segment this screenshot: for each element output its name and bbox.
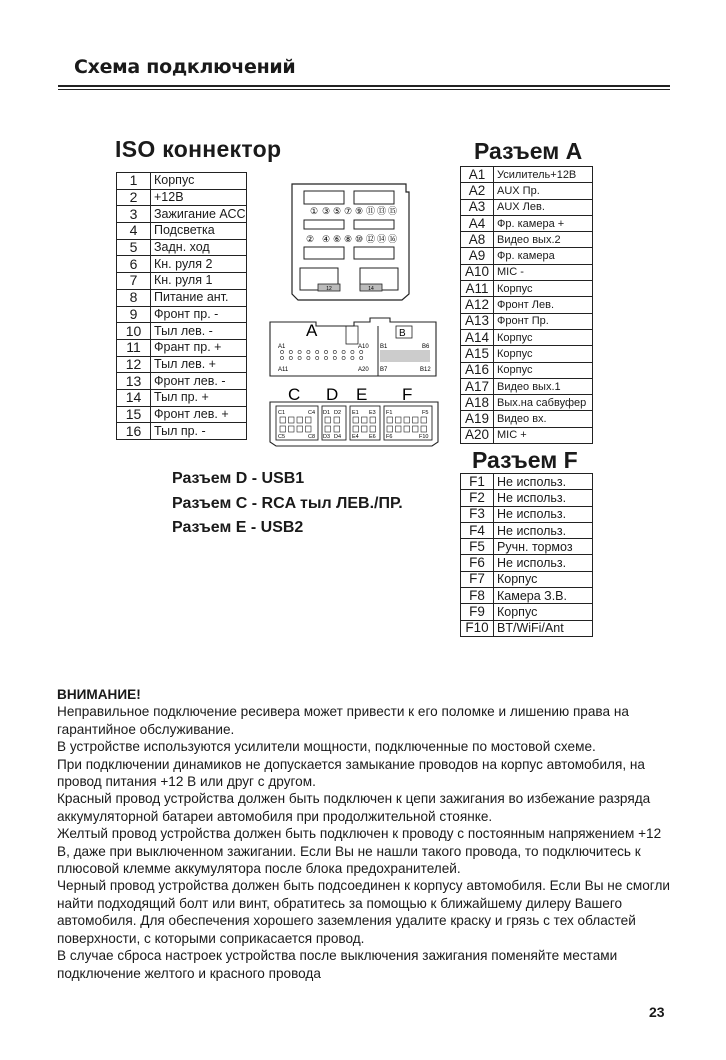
pin-number: A1: [461, 167, 494, 183]
pin-row: [461, 346, 593, 362]
page-number: 23: [649, 1004, 665, 1020]
iso-pin-1-marker: ①: [310, 206, 319, 216]
pin-function: Фронт Лев.: [494, 297, 593, 313]
pin-square: [306, 426, 312, 432]
pin-f1-label: F1: [386, 410, 393, 416]
iso-pin-2-marker: ②: [306, 234, 315, 244]
iso-pin-10-marker: ⑩: [355, 234, 364, 244]
pin-row: [461, 490, 593, 506]
pin-number: F4: [461, 522, 494, 538]
pin-function: Зажигание АСС: [151, 206, 247, 223]
pin-square: [289, 417, 295, 423]
warning-paragraph: В случае сброса настроек устройства после выключения зажигания поменяйте местами подключение желтого и красного провода: [57, 948, 618, 981]
pin-square: [297, 417, 303, 423]
pin-dot: [298, 356, 301, 359]
block-a-letter: A: [306, 321, 318, 340]
pin-number: F8: [461, 588, 494, 604]
pin-square: [334, 426, 340, 432]
pin-number: F2: [461, 490, 494, 506]
warning-paragraph: Черный провод устройства должен быть подсоединен к корпусу автомобиля. Если Вы не смогли найти подходящий болт или винт, обратитесь за помощью к ближайшему дилеру Вашего автомобиля. Для обеспечения хорошего заземления удалите краску и грязь с тех областей поверхности, с которыми соприкасается провод.: [57, 878, 670, 946]
connector-diagram: [266, 176, 446, 452]
block-f-letter: F: [402, 385, 413, 404]
pin-function: +12В: [151, 189, 247, 206]
pin-number: A16: [461, 362, 494, 378]
title-underline: [58, 85, 670, 87]
pin-function: Кн. руля 2: [151, 256, 247, 273]
pin-function: Фр. камера: [494, 248, 593, 264]
pin-function: Вых.на сабвуфер: [494, 395, 593, 411]
pin-function: BT/WiFi/Ant: [494, 620, 593, 636]
pin-row: [117, 273, 247, 290]
pin-square: [396, 426, 402, 432]
pin-function: Не использ.: [494, 490, 593, 506]
pin-row: [461, 378, 593, 394]
warning-paragraph: Красный провод устройства должен быть подключен к цепи зажигания во избежание разряда аккумуляторной батареи автомобиля при продолжительной стоянке.: [57, 791, 651, 824]
pin-function: Корпус: [494, 571, 593, 587]
pin-number: A10: [461, 264, 494, 280]
pin-function: Тыл пр. +: [151, 389, 247, 406]
pin-a10-label: A10: [358, 344, 369, 350]
pin-row: [117, 389, 247, 406]
pin-f10-label: F10: [419, 434, 429, 440]
pin-number: F5: [461, 539, 494, 555]
connector-ab-pin-dots: [280, 350, 362, 359]
pin-square: [413, 417, 419, 423]
pin-b12-label: B12: [420, 367, 431, 373]
pin-row: [461, 248, 593, 264]
pin-function: MIC -: [494, 264, 593, 280]
pin-number: F3: [461, 506, 494, 522]
warning-paragraph: Неправильное подключение ресивера может привести к его поломке и лишению права на гарантийное обслуживание.: [57, 704, 629, 737]
pin-square: [421, 426, 427, 432]
pin-function: Фронт Пр.: [494, 313, 593, 329]
pin-dot: [333, 356, 336, 359]
pin-function: Видео вых.2: [494, 232, 593, 248]
pin-row: [461, 620, 593, 636]
pin-row: [461, 215, 593, 231]
pin-a20-label: A20: [358, 367, 369, 373]
pin-function: Корпус: [494, 604, 593, 620]
pin-e6-label: E6: [369, 434, 376, 440]
pin-number: A11: [461, 281, 494, 297]
pin-function: Корпус: [494, 329, 593, 345]
pin-b6-label: B6: [422, 344, 430, 350]
pin-square: [387, 426, 393, 432]
pin-row: [461, 297, 593, 313]
pin-d3-label: D3: [323, 434, 331, 440]
pin-row: [117, 289, 247, 306]
iso-pin-14-marker: ⑭: [377, 234, 387, 244]
title-underline-thin: [58, 89, 670, 90]
pin-number: F7: [461, 571, 494, 587]
pin-number: A19: [461, 411, 494, 427]
iso-key-right-label: 14: [368, 286, 374, 292]
pin-function: Корпус: [151, 173, 247, 190]
iso-pin-4-marker: ④: [322, 234, 331, 244]
pin-dot: [333, 350, 336, 353]
warning-paragraph: Желтый провод устройства должен быть подключен к проводу с постоянным напряжением +12 В, даже при выключенном зажигании. Если Вы не нашли такого провода, то подключитесь к плюсовой клемме аккумулятора после блока предохранителей.: [57, 826, 662, 877]
pin-square: [334, 417, 340, 423]
pin-c8-label: C8: [308, 434, 316, 440]
pin-function: MIC +: [494, 427, 593, 443]
pin-number: F1: [461, 474, 494, 490]
pin-function: Видео вх.: [494, 411, 593, 427]
pin-b7-label: B7: [380, 367, 388, 373]
pin-c5-label: C5: [278, 434, 286, 440]
pin-row: [117, 356, 247, 373]
pin-row: [117, 339, 247, 356]
iso-pin-3-marker: ③: [322, 206, 331, 216]
pin-f5-label: F5: [422, 410, 429, 416]
pin-row: [117, 173, 247, 190]
pin-number: 3: [117, 206, 151, 223]
block-c-letter: C: [288, 385, 301, 404]
pin-row: [461, 313, 593, 329]
iso-pin-12-marker: ⑫: [366, 234, 376, 244]
pin-d4-label: D4: [334, 434, 342, 440]
pin-row: [461, 232, 593, 248]
note-connector-d: Разъем D - USB1: [172, 470, 305, 487]
iso-pin-8-marker: ⑧: [344, 234, 353, 244]
iso-pin-16-marker: ⑯: [388, 234, 398, 244]
iso-pin-9-marker: ⑨: [355, 206, 364, 216]
iso-pin-5-marker: ⑤: [333, 206, 342, 216]
iso-connector-title: ISO коннектор: [115, 136, 282, 162]
pin-number: A2: [461, 183, 494, 199]
pin-square: [280, 417, 286, 423]
pin-function: Тыл пр. -: [151, 423, 247, 440]
pin-function: Не использ.: [494, 474, 593, 490]
warning-heading: ВНИМАНИЕ!: [57, 687, 141, 702]
block-d-letter: D: [326, 385, 339, 404]
pin-row: [461, 506, 593, 522]
pin-function: Камера З.В.: [494, 588, 593, 604]
pin-row: [117, 239, 247, 256]
pin-number: 11: [117, 339, 151, 356]
pin-dot: [316, 350, 319, 353]
pin-d1-label: D1: [323, 410, 331, 416]
pin-dot: [307, 356, 310, 359]
pin-dot: [307, 350, 310, 353]
pin-number: A18: [461, 395, 494, 411]
pin-row: [117, 256, 247, 273]
pin-number: 10: [117, 323, 151, 340]
pin-square: [353, 426, 359, 432]
pin-dot: [342, 356, 345, 359]
pin-row: [461, 522, 593, 538]
pin-number: 7: [117, 273, 151, 290]
pin-square: [370, 426, 376, 432]
pin-row: [461, 395, 593, 411]
pin-function: Тыл лев. +: [151, 356, 247, 373]
pin-number: A3: [461, 199, 494, 215]
page-title: Схема подключений: [74, 56, 296, 78]
pin-function: Фр. камера +: [494, 215, 593, 231]
pin-row: [117, 306, 247, 323]
iso-pin-13-marker: ⑬: [377, 206, 387, 216]
pin-dot: [280, 350, 283, 353]
pin-row: [461, 411, 593, 427]
pin-number: 2: [117, 189, 151, 206]
pin-row: [461, 281, 593, 297]
iso-pin-table: [116, 172, 247, 440]
pin-dot: [360, 356, 363, 359]
pin-function: AUX Лев.: [494, 199, 593, 215]
pin-row: [117, 406, 247, 423]
pin-row: [117, 323, 247, 340]
pin-function: Не использ.: [494, 522, 593, 538]
pin-a11-label: A11: [278, 367, 289, 373]
pin-dot: [351, 350, 354, 353]
iso-pin-11-marker: ⑪: [366, 206, 376, 216]
pin-row: [461, 571, 593, 587]
pin-dot: [289, 356, 292, 359]
pin-function: Не использ.: [494, 555, 593, 571]
pin-number: F9: [461, 604, 494, 620]
pin-row: [461, 199, 593, 215]
pin-number: 14: [117, 389, 151, 406]
pin-function: Фронт пр. -: [151, 306, 247, 323]
pin-square: [413, 426, 419, 432]
connector-f-pin-table: [460, 473, 593, 637]
pin-function: Фронт лев. +: [151, 406, 247, 423]
pin-function: Фронт лев. -: [151, 373, 247, 390]
pin-e1-label: E1: [352, 410, 359, 416]
pin-number: 13: [117, 373, 151, 390]
pin-function: Задн. ход: [151, 239, 247, 256]
pin-row: [461, 329, 593, 345]
pin-square: [421, 417, 427, 423]
pin-square: [404, 417, 410, 423]
pin-number: 6: [117, 256, 151, 273]
pin-row: [461, 167, 593, 183]
pin-dot: [324, 350, 327, 353]
pin-row: [117, 423, 247, 440]
warning-paragraph: В устройстве используются усилители мощности, подключенные по мостовой схеме.: [57, 739, 596, 755]
pin-number: F6: [461, 555, 494, 571]
iso-key-left-label: 12: [326, 286, 332, 292]
pin-number: 16: [117, 423, 151, 440]
pin-dot: [360, 350, 363, 353]
block-e-letter: E: [356, 385, 368, 404]
pin-square: [362, 426, 368, 432]
connector-a-pin-table: [460, 166, 593, 444]
pin-function: Корпус: [494, 281, 593, 297]
pin-function: Тыл лев. -: [151, 323, 247, 340]
pin-number: A17: [461, 378, 494, 394]
pin-square: [325, 426, 331, 432]
pin-d2-label: D2: [334, 410, 342, 416]
pin-dot: [342, 350, 345, 353]
pin-function: Корпус: [494, 346, 593, 362]
pin-dot: [351, 356, 354, 359]
pin-square: [362, 417, 368, 423]
pin-function: Усилитель+12В: [494, 167, 593, 183]
pin-f6-label: F6: [386, 434, 393, 440]
connector-cdef-drawing: [270, 385, 438, 446]
pin-row: [461, 539, 593, 555]
pin-square: [396, 417, 402, 423]
pin-dot: [316, 356, 319, 359]
iso-pin-7-marker: ⑦: [344, 206, 353, 216]
pin-number: 8: [117, 289, 151, 306]
pin-number: A15: [461, 346, 494, 362]
pin-row: [461, 183, 593, 199]
connector-ab-drawing: [270, 318, 436, 376]
pin-square: [370, 417, 376, 423]
pin-function: Питание ант.: [151, 289, 247, 306]
pin-number: A9: [461, 248, 494, 264]
pin-number: A4: [461, 215, 494, 231]
pin-square: [404, 426, 410, 432]
pin-function: Франт пр. +: [151, 339, 247, 356]
pin-row: [461, 555, 593, 571]
pin-function: Подсветка: [151, 223, 247, 240]
pin-number: A13: [461, 313, 494, 329]
pin-row: [461, 362, 593, 378]
pin-number: A12: [461, 297, 494, 313]
pin-c1-label: C1: [278, 410, 286, 416]
warning-block: [57, 686, 677, 982]
pin-row: [461, 264, 593, 280]
pin-row: [117, 189, 247, 206]
pin-e4-label: E4: [352, 434, 359, 440]
iso-pin-6-marker: ⑥: [333, 234, 342, 244]
pin-number: A8: [461, 232, 494, 248]
pin-dot: [298, 350, 301, 353]
connector-f-title: Разъем F: [472, 447, 578, 473]
pin-square: [297, 426, 303, 432]
pin-function: Корпус: [494, 362, 593, 378]
pin-square: [280, 426, 286, 432]
pin-row: [461, 427, 593, 443]
pin-b1-label: B1: [380, 344, 388, 350]
pin-number: 12: [117, 356, 151, 373]
pin-number: 15: [117, 406, 151, 423]
pin-number: 1: [117, 173, 151, 190]
pin-square: [306, 417, 312, 423]
pin-function: AUX Пр.: [494, 183, 593, 199]
pin-c4-label: C4: [308, 410, 316, 416]
pin-function: Ручн. тормоз: [494, 539, 593, 555]
pin-function: Кн. руля 1: [151, 273, 247, 290]
pin-dot: [324, 356, 327, 359]
pin-number: 5: [117, 239, 151, 256]
pin-number: F10: [461, 620, 494, 636]
pin-function: Видео вых.1: [494, 378, 593, 394]
pin-number: A14: [461, 329, 494, 345]
pin-row: [461, 588, 593, 604]
note-connector-c: Разъем C - RCA тыл ЛЕВ./ПР.: [172, 495, 403, 512]
connector-cdef-pin-squares: [280, 417, 427, 432]
pin-square: [325, 417, 331, 423]
pin-function: Не использ.: [494, 506, 593, 522]
pin-dot: [280, 356, 283, 359]
pin-e3-label: E3: [369, 410, 376, 416]
pin-row: [117, 223, 247, 240]
pin-square: [289, 426, 295, 432]
pin-row: [117, 206, 247, 223]
pin-row: [117, 373, 247, 390]
note-connector-e: Разъем E - USB2: [172, 519, 304, 536]
pin-number: 9: [117, 306, 151, 323]
pin-dot: [289, 350, 292, 353]
pin-square: [353, 417, 359, 423]
iso-pin-15-marker: ⑮: [388, 206, 398, 216]
pin-row: [461, 474, 593, 490]
pin-square: [387, 417, 393, 423]
block-b-letter: B: [399, 328, 406, 339]
pin-row: [461, 604, 593, 620]
connector-a-title: Разъем А: [474, 138, 583, 164]
iso-plug-drawing: [292, 184, 409, 300]
pin-number: 4: [117, 223, 151, 240]
warning-paragraph: При подключении динамиков не допускается замыкание проводов на корпус автомобиля, на провод питания +12 В или друг с другом.: [57, 756, 645, 790]
pin-number: A20: [461, 427, 494, 443]
pin-a1-label: A1: [278, 344, 286, 350]
